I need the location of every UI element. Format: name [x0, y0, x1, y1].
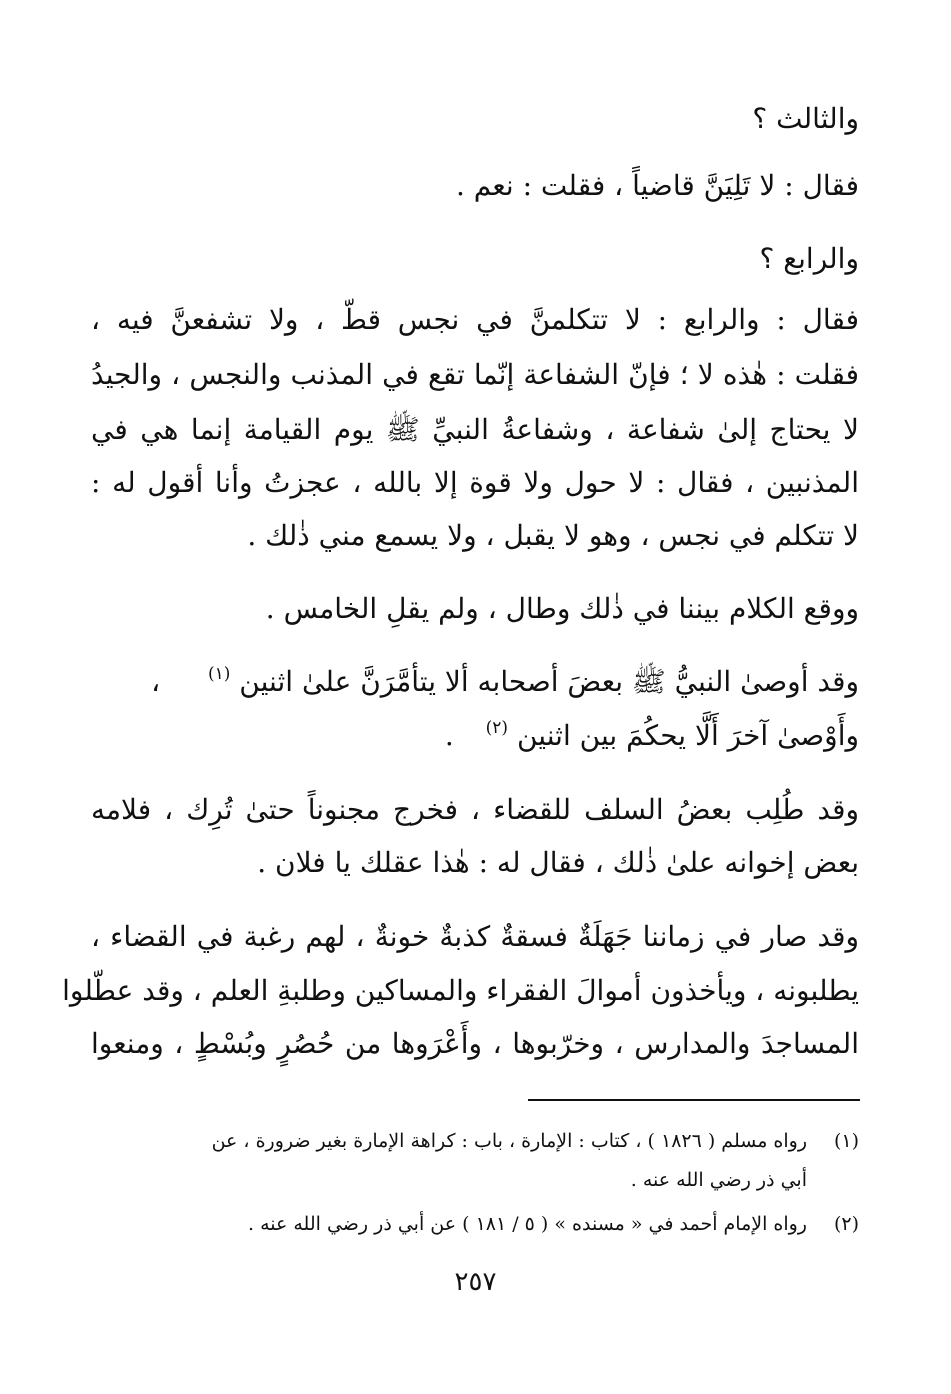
footnote-divider: [528, 1099, 860, 1101]
text-line: فقلت : هٰذه لا ؛ فإنّ الشفاعة إنّما تقع في المذنب والنجس ، والجيدُ: [91, 358, 859, 391]
footnote-ref[interactable]: (٢): [485, 718, 509, 738]
text-segment: وأَوْصىٰ آخرَ أَلَّا يحكُمَ بين اثنين: [516, 719, 859, 752]
text-line: المساجدَ والمدارس ، وخرّبوها ، وأَعْرَوها من حُصُرٍ وبُسْطٍ ، ومنعوا: [91, 1027, 859, 1060]
footnote-text: رواه الإمام أحمد في « مسنده » ( ٥ / ١٨١ ) عن أبي ذر رضي الله عنه .: [248, 1213, 807, 1235]
text-segment: وقد أوصىٰ النبيُّ ﷺ بعضَ أصحابه ألا يتأمَّرَنَّ علىٰ اثنين: [239, 665, 859, 698]
text-line: والرابع ؟: [759, 242, 859, 275]
text-line: فقال : والرابع : لا تتكلمنَّ في نجس قطّ ، ولا تشفعنَّ فيه ،: [91, 303, 859, 336]
text-line: فقال : لا تَلِيَنَّ قاضياً ، فقلت : نعم .: [455, 169, 859, 202]
text-line: وقد صار في زماننا جَهَلَةٌ فسقةٌ كذبةٌ خونةٌ ، لهم رغبة في القضاء ،: [91, 920, 859, 953]
text-segment: ،: [151, 665, 161, 698]
text-line: المذنبين ، فقال : لا حول ولا قوة إلا بالله ، عجزتُ وأنا أقول له :: [91, 466, 859, 499]
footnote-number: (٢): [833, 1213, 859, 1235]
footnote: [91, 1210, 859, 1238]
footnote: [91, 1127, 859, 1155]
text-line: [91, 716, 859, 760]
text-line: يطلبونه ، ويأخذون أموالَ الفقراء والمساكين وطلبةِ العلم ، وقد عطّلوا: [62, 974, 859, 1007]
text-segment: .: [444, 719, 454, 752]
text-line: ووقع الكلام بيننا في ذٰلك وطال ، ولم يقلِ الخامس .: [265, 592, 859, 625]
text-line: لا يحتاج إلىٰ شفاعة ، وشفاعةُ النبيِّ ﷺ يوم القيامة إنما هي في: [91, 413, 859, 446]
footnote-number: (١): [833, 1130, 859, 1152]
footnote-ref[interactable]: (١): [207, 664, 231, 684]
footnote-text: رواه مسلم ( ١٨٢٦ ) ، كتاب : الإمارة ، باب : كراهة الإمارة بغير ضرورة ، عن: [211, 1130, 807, 1152]
text-line: والثالث ؟: [752, 102, 859, 135]
text-line: لا تتكلم في نجس ، وهو لا يقبل ، ولا يسمع مني ذٰلك .: [247, 519, 859, 552]
text-line: [91, 662, 859, 706]
page-number: ٢٥٧: [454, 1267, 497, 1297]
text-line: وقد طُلِب بعضُ السلف للقضاء ، فخرج مجنوناً حتىٰ تُرِك ، فلامه: [91, 793, 860, 826]
footnote-continuation: أبي ذر رضي الله عنه .: [630, 1169, 807, 1191]
text-line: بعض إخوانه علىٰ ذٰلك ، فقال له : هٰذا عقلك يا فلان .: [257, 846, 859, 879]
